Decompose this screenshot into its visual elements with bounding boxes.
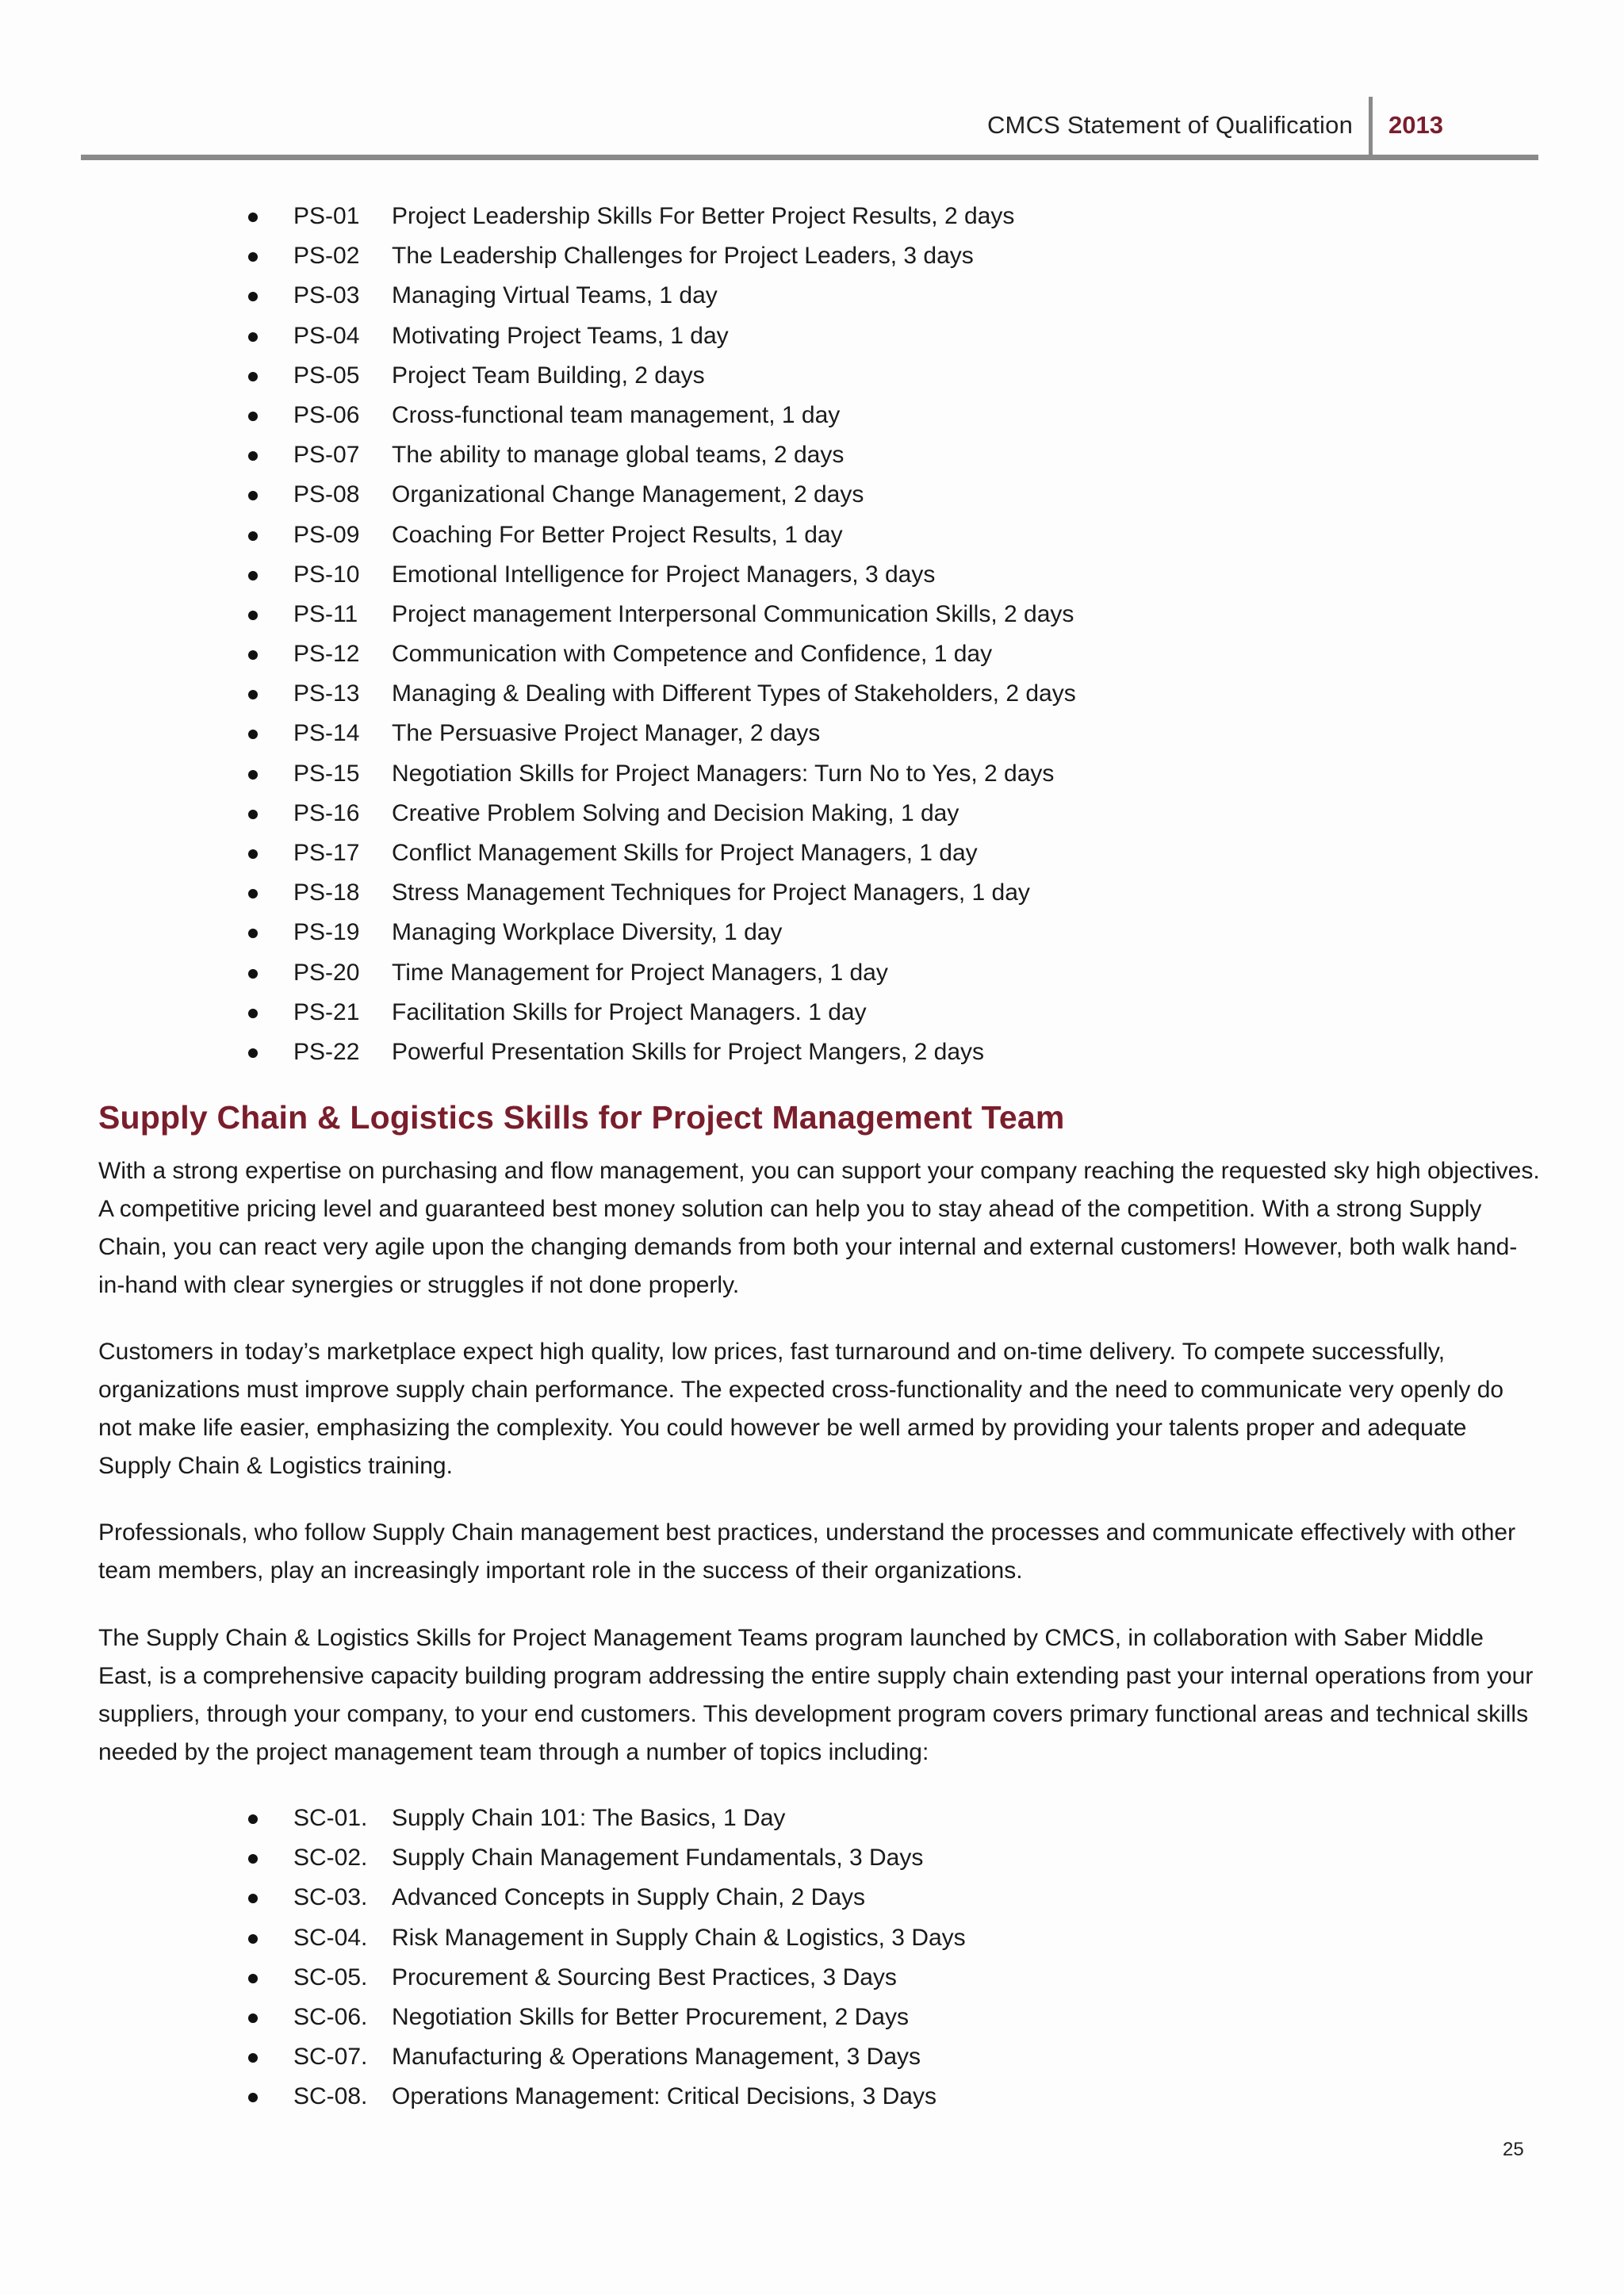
course-title: Managing & Dealing with Different Types of Stakeholders, 2 days: [392, 680, 1076, 707]
bullet-icon: [248, 252, 258, 262]
course-code: PS-06: [293, 401, 360, 428]
course-code: SC-01.: [293, 1805, 368, 1831]
bullet-icon: [248, 1814, 258, 1824]
course-code: PS-07: [293, 442, 360, 469]
bullet-icon: [248, 690, 258, 699]
bullet-icon: [248, 2053, 258, 2063]
bullet-icon: [248, 372, 258, 381]
course-code: PS-14: [293, 720, 360, 747]
page-number: 25: [1503, 2139, 1524, 2160]
header-divider: [1369, 97, 1373, 159]
course-item: [0, 1838, 1624, 1878]
bullet-icon: [248, 770, 258, 780]
course-item: [0, 197, 1624, 236]
header-rule: [81, 155, 1538, 160]
course-item: [0, 316, 1624, 356]
body-paragraph: Customers in today’s marketplace expect high quality, low prices, fast turnaround and on-time delivery. To compete successfully, organizations must improve supply chain performance. The expected cross-functionality and the need to communicate very openly do not make life easier, emphasizing the complexity. You could however be well armed by providing your talents proper and adequate Supply Chain & Logistics training.: [98, 1339, 1504, 1479]
course-title: Advanced Concepts in Supply Chain, 2 Days: [392, 1884, 866, 1911]
course-code: PS-22: [293, 1038, 360, 1065]
bullet-icon: [248, 531, 258, 541]
course-code: PS-17: [293, 840, 360, 866]
course-code: SC-08.: [293, 2083, 368, 2110]
course-code: SC-04.: [293, 1924, 368, 1951]
bullet-icon: [248, 2013, 258, 2023]
course-code: PS-08: [293, 481, 360, 508]
course-item: [0, 1878, 1624, 1918]
bullet-icon: [248, 730, 258, 739]
course-title: Emotional Intelligence for Project Managers, 3 days: [392, 561, 936, 588]
body-paragraph: With a strong expertise on purchasing and flow management, you can support your company reaching the requested sky high objectives. A competitive pricing level and guaranteed best money solution can help you to stay ahead of the competition. With a strong Supply Chain, you can react very agile upon the changing demands from both your internal and external customers! However, both walk hand-in-hand with clear synergies or struggles if not done properly.: [98, 1158, 1540, 1298]
bullet-icon: [248, 611, 258, 620]
course-item: [0, 2077, 1624, 2117]
course-title: Creative Problem Solving and Decision Making, 1 day: [392, 799, 959, 826]
course-item: [0, 754, 1624, 794]
course-title: The ability to manage global teams, 2 days: [392, 442, 845, 469]
course-item: [0, 714, 1624, 753]
course-code: SC-06.: [293, 2003, 368, 2030]
body-paragraph: Professionals, who follow Supply Chain management best practices, understand the processes and communicate effectively with other team members, play an increasingly important role in the success of their organizations.: [98, 1519, 1516, 1584]
course-item: [0, 236, 1624, 276]
course-item: [0, 2037, 1624, 2077]
section-heading: Supply Chain & Logistics Skills for Project Management Team: [98, 1099, 1065, 1136]
bullet-icon: [248, 451, 258, 461]
course-code: SC-05.: [293, 1964, 368, 1990]
page-header: [0, 94, 1443, 157]
bullet-icon: [248, 213, 258, 222]
course-code: PS-13: [293, 680, 360, 707]
course-code: PS-10: [293, 561, 360, 588]
course-code: PS-18: [293, 879, 360, 906]
course-title: Negotiation Skills for Project Managers: Turn No to Yes, 2 days: [392, 760, 1055, 787]
bullet-icon: [248, 1894, 258, 1903]
bullet-icon: [248, 571, 258, 580]
course-item: [0, 794, 1624, 833]
course-code: PS-09: [293, 521, 360, 548]
course-code: PS-20: [293, 959, 360, 986]
document-title: CMCS Statement of Qualification: [986, 111, 1354, 139]
bullet-icon: [248, 1009, 258, 1018]
course-item: [0, 475, 1624, 515]
course-title: Time Management for Project Managers, 1 day: [392, 959, 888, 986]
course-item: [0, 634, 1624, 674]
course-code: PS-01: [293, 203, 360, 229]
course-item: [0, 1033, 1624, 1072]
bullet-icon: [248, 889, 258, 898]
course-code: PS-12: [293, 641, 360, 668]
course-title: Supply Chain Management Fundamentals, 3 Days: [392, 1845, 924, 1872]
body-paragraph: The Supply Chain & Logistics Skills for Project Management Teams program launched by CMCS, in collaboration with Saber Middle East, is a comprehensive capacity building program addressing the entire supply chain extending past your internal operations from your suppliers, through your company, to your end customers. This development program covers primary functional areas and technical skills needed by the project management team through a number of topics including:: [98, 1625, 1534, 1765]
course-item: [0, 913, 1624, 952]
course-title: Cross-functional team management, 1 day: [392, 401, 841, 428]
bullet-icon: [248, 332, 258, 342]
course-title: The Leadership Challenges for Project Leaders, 3 days: [392, 243, 974, 270]
course-title: The Persuasive Project Manager, 2 days: [392, 720, 821, 747]
bullet-icon: [248, 2093, 258, 2102]
course-item: [0, 396, 1624, 435]
course-title: Supply Chain 101: The Basics, 1 Day: [392, 1805, 786, 1831]
course-item: [0, 1958, 1624, 1998]
course-title: Organizational Change Management, 2 days: [392, 481, 864, 508]
course-code: PS-15: [293, 760, 360, 787]
course-item: [0, 515, 1624, 555]
course-item: [0, 1918, 1624, 1958]
course-item: [0, 555, 1624, 595]
course-code: PS-16: [293, 799, 360, 826]
course-code: PS-02: [293, 243, 360, 270]
course-item: [0, 833, 1624, 873]
course-item: [0, 1998, 1624, 2037]
bullet-icon: [248, 412, 258, 421]
course-item: [0, 276, 1624, 316]
course-item: [0, 953, 1624, 993]
course-code: SC-03.: [293, 1884, 368, 1911]
course-item: [0, 435, 1624, 475]
course-item: [0, 993, 1624, 1033]
course-title: Negotiation Skills for Better Procurement, 2 Days: [392, 2003, 909, 2030]
supply-chain-course-list: [0, 1799, 1624, 2117]
course-title: Risk Management in Supply Chain & Logistics, 3 Days: [392, 1924, 966, 1951]
bullet-icon: [248, 849, 258, 859]
document-year: 2013: [1388, 111, 1443, 139]
course-item: [0, 873, 1624, 913]
bullet-icon: [248, 650, 258, 660]
course-title: Communication with Competence and Confidence, 1 day: [392, 641, 993, 668]
bullet-icon: [248, 810, 258, 819]
course-title: Project Leadership Skills For Better Project Results, 2 days: [392, 203, 1015, 229]
course-title: Facilitation Skills for Project Managers. 1 day: [392, 998, 867, 1025]
course-title: Project management Interpersonal Communication Skills, 2 days: [392, 600, 1074, 627]
bullet-icon: [248, 1974, 258, 1983]
course-title: Motivating Project Teams, 1 day: [392, 322, 729, 349]
course-code: PS-21: [293, 998, 360, 1025]
course-title: Manufacturing & Operations Management, 3 Days: [392, 2044, 921, 2071]
course-title: Conflict Management Skills for Project Managers, 1 day: [392, 840, 978, 866]
course-item: [0, 674, 1624, 714]
course-code: PS-04: [293, 322, 360, 349]
bullet-icon: [248, 969, 258, 979]
bullet-icon: [248, 1934, 258, 1944]
course-item: [0, 595, 1624, 634]
course-title: Project Team Building, 2 days: [392, 362, 705, 389]
course-title: Powerful Presentation Skills for Project Mangers, 2 days: [392, 1038, 984, 1065]
course-code: PS-19: [293, 919, 360, 946]
course-code: PS-05: [293, 362, 360, 389]
course-code: SC-07.: [293, 2044, 368, 2071]
course-item: [0, 1799, 1624, 1838]
course-title: Coaching For Better Project Results, 1 day: [392, 521, 843, 548]
bullet-icon: [248, 1048, 258, 1058]
course-title: Operations Management: Critical Decisions, 3 Days: [392, 2083, 936, 2110]
course-title: Procurement & Sourcing Best Practices, 3 Days: [392, 1964, 897, 1990]
project-skills-course-list: [0, 197, 1624, 1072]
course-title: Managing Virtual Teams, 1 day: [392, 282, 718, 309]
course-title: Stress Management Techniques for Project Managers, 1 day: [392, 879, 1030, 906]
bullet-icon: [248, 929, 258, 938]
bullet-icon: [248, 292, 258, 301]
course-code: PS-03: [293, 282, 360, 309]
course-item: [0, 356, 1624, 396]
bullet-icon: [248, 491, 258, 500]
course-code: PS-11: [293, 600, 358, 627]
bullet-icon: [248, 1854, 258, 1864]
course-code: SC-02.: [293, 1845, 368, 1872]
course-title: Managing Workplace Diversity, 1 day: [392, 919, 783, 946]
